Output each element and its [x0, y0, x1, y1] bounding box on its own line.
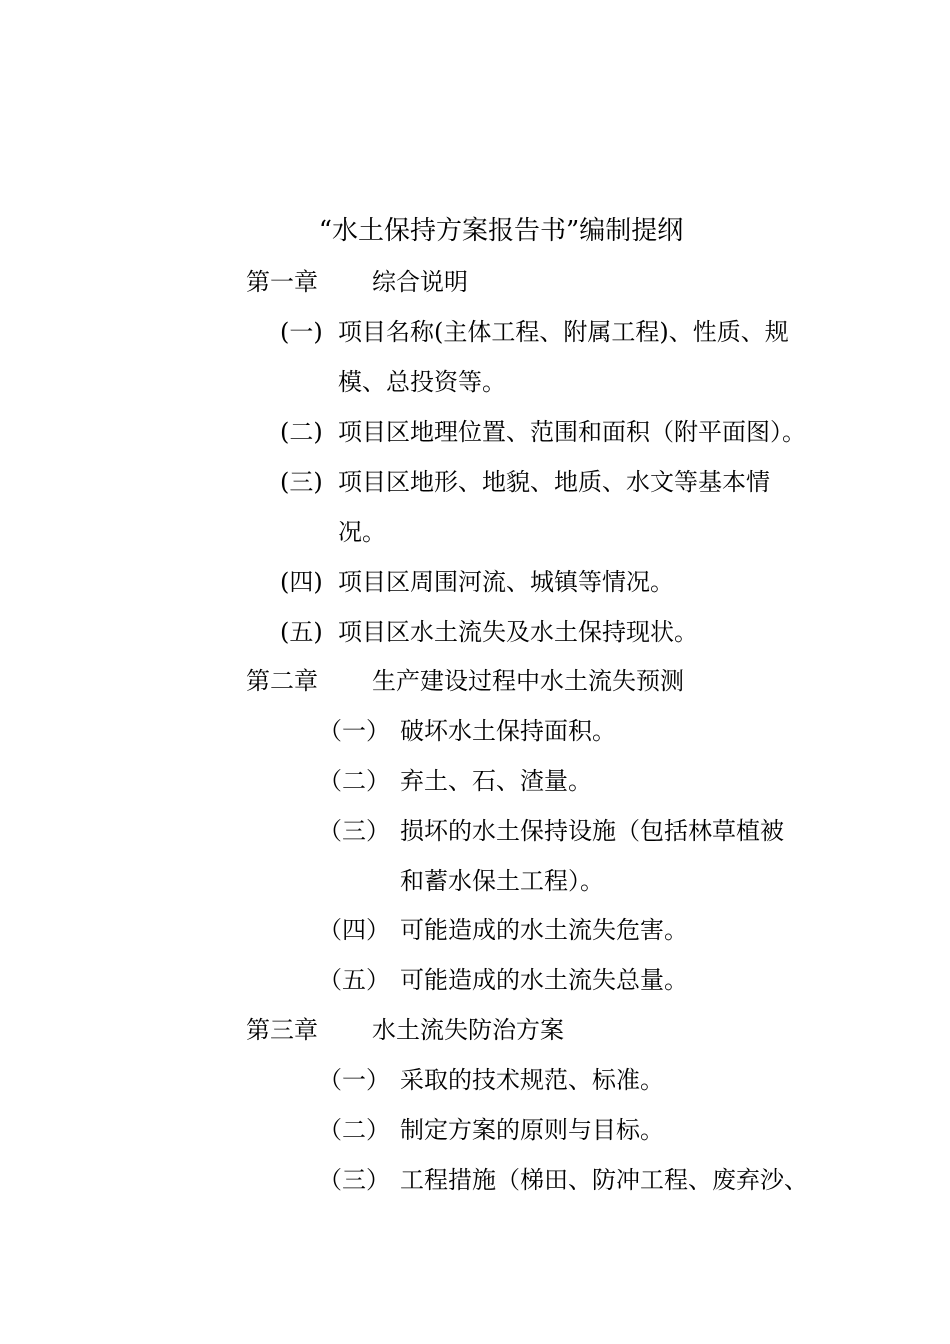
document-title: “水土保持方案报告书”编制提纲 — [318, 216, 684, 246]
ch1-item-3-text: 项目区地形、地貌、地质、水文等基本情 — [338, 468, 770, 496]
ch3-item-1-marker: （一） — [318, 1066, 390, 1094]
ch2-item-5-text: 可能造成的水土流失总量。 — [400, 966, 688, 994]
ch1-item-1-marker: (一) — [280, 318, 323, 346]
chapter-2-number: 第二章 — [246, 667, 318, 695]
chapter-1-title: 综合说明 — [372, 268, 468, 296]
ch3-item-2-marker: （二） — [318, 1116, 390, 1144]
chapter-3-title: 水土流失防治方案 — [372, 1016, 564, 1044]
ch1-item-3-marker: (三) — [280, 468, 323, 496]
ch2-item-2-text: 弃土、石、渣量。 — [400, 767, 592, 795]
chapter-3-number: 第三章 — [246, 1016, 318, 1044]
ch2-item-3-text: 损坏的水土保持设施（包括林草植被 — [400, 817, 784, 845]
ch2-item-4-text: 可能造成的水土流失危害。 — [400, 916, 688, 944]
ch2-item-3-marker: （三） — [318, 817, 390, 845]
ch1-item-4-marker: (四) — [280, 568, 323, 596]
ch3-item-3-text: 工程措施（梯田、防冲工程、废弃沙、 — [400, 1166, 808, 1194]
ch1-item-5-marker: (五) — [280, 618, 323, 646]
ch2-item-1-marker: （一） — [318, 717, 390, 745]
ch1-item-1-text-cont: 模、总投资等。 — [338, 368, 506, 396]
ch2-item-2-marker: （二） — [318, 767, 390, 795]
ch1-item-4-text: 项目区周围河流、城镇等情况。 — [338, 568, 674, 596]
ch3-item-1-text: 采取的技术规范、标准。 — [400, 1066, 664, 1094]
ch2-item-3-text-cont: 和蓄水保土工程）。 — [400, 867, 604, 895]
ch3-item-2-text: 制定方案的原则与目标。 — [400, 1116, 664, 1144]
ch1-item-3-text-cont: 况。 — [338, 518, 386, 546]
ch2-item-4-marker: （四） — [318, 916, 390, 944]
chapter-2-title: 生产建设过程中水土流失预测 — [372, 667, 684, 695]
ch2-item-5-marker: （五） — [318, 966, 390, 994]
ch1-item-5-text: 项目区水土流失及水土保持现状。 — [338, 618, 698, 646]
ch1-item-1-text: 项目名称(主体工程、附属工程)、性质、规 — [338, 318, 789, 346]
ch2-item-1-text: 破坏水土保持面积。 — [400, 717, 616, 745]
ch3-item-3-marker: （三） — [318, 1166, 390, 1194]
ch1-item-2-text: 项目区地理位置、范围和面积（附平面图）。 — [338, 418, 806, 446]
ch1-item-2-marker: (二) — [280, 418, 323, 446]
chapter-1-number: 第一章 — [246, 268, 318, 296]
